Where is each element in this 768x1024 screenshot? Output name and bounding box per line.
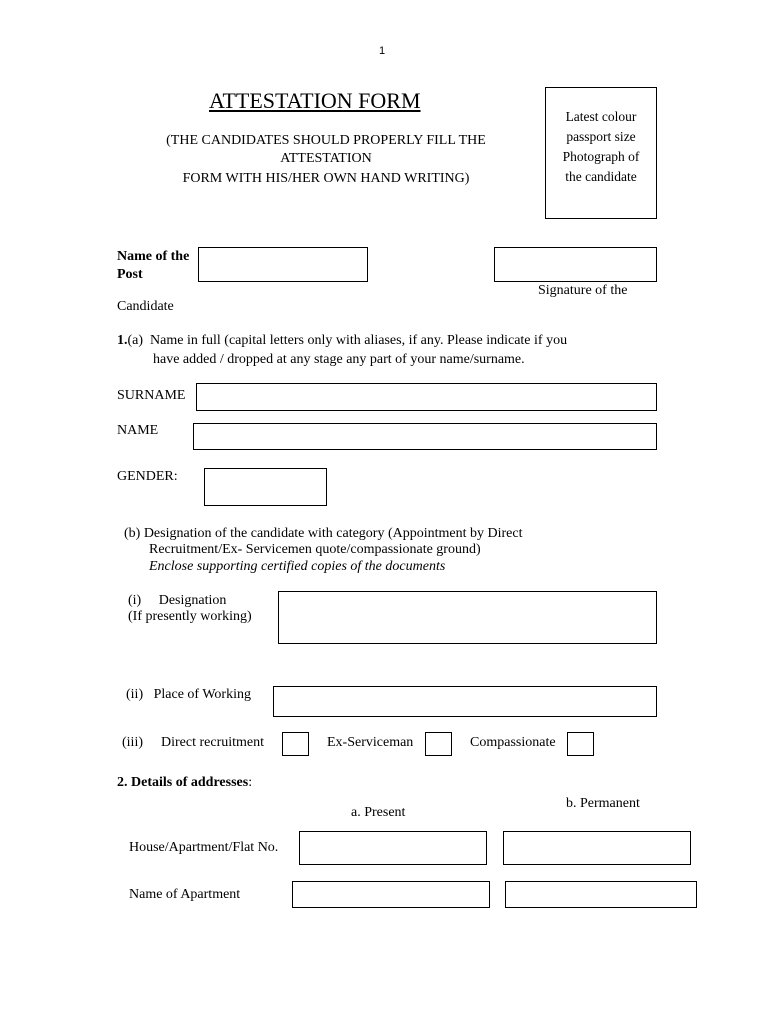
option-direct-recruitment-label: Direct recruitment [161, 735, 265, 750]
section-2-colon: : [248, 775, 253, 790]
form-instructions [150, 131, 502, 189]
post-label-line-2: Post [117, 267, 143, 282]
post-label [117, 248, 189, 284]
gender-field[interactable] [204, 468, 327, 506]
present-apartment-name-field[interactable] [292, 881, 490, 908]
direct-recruitment-checkbox[interactable] [282, 732, 309, 756]
photo-line-2: passport size [566, 129, 636, 144]
section-1b-note: Enclose supporting certified copies of the documents [149, 559, 446, 574]
post-label-line-1: Name of the [117, 249, 190, 264]
gender-label: GENDER: [117, 469, 178, 484]
photo-line-1: Latest colour [565, 109, 637, 124]
page-number: 1 [379, 45, 386, 57]
candidate-label: Candidate [117, 299, 174, 314]
section-1a-line-2: have added / dropped at any stage any part of your name/surname. [153, 352, 525, 367]
place-of-working-text: Place of Working [153, 687, 251, 702]
designation-label [128, 593, 226, 609]
signature-field[interactable] [494, 247, 657, 282]
surname-label: SURNAME [117, 388, 186, 403]
section-1a-label: (a) [127, 333, 144, 348]
section-1a-line-1 [117, 333, 567, 349]
place-of-working-field[interactable] [273, 686, 657, 717]
photo-box[interactable] [545, 87, 657, 219]
designation-field[interactable] [278, 591, 657, 644]
section-1b-line-1: (b) Designation of the candidate with category (Appointment by Direct [124, 526, 523, 541]
photo-box-text [546, 107, 656, 187]
section-2-title: 2. Details of addresses [117, 775, 249, 790]
compassionate-checkbox[interactable] [567, 732, 594, 756]
apartment-name-label: Name of Apartment [129, 887, 241, 902]
option-compassionate-label: Compassionate [470, 735, 556, 750]
present-house-no-field[interactable] [299, 831, 487, 865]
section-1-number: 1. [117, 333, 128, 348]
permanent-house-no-field[interactable] [503, 831, 691, 865]
option-ex-serviceman-label: Ex-Serviceman [327, 735, 414, 750]
permanent-column-label: b. Permanent [566, 796, 640, 811]
name-label: NAME [117, 423, 159, 438]
house-no-label: House/Apartment/Flat No. [129, 840, 279, 855]
designation-number: (i) [128, 593, 142, 608]
photo-line-4: the candidate [565, 169, 637, 184]
place-of-working-label [126, 687, 251, 703]
photo-line-3: Photograph of [562, 149, 640, 164]
section-1a-text: Name in full (capital letters only with aliases, if any. Please indicate if you [150, 333, 568, 348]
post-name-field[interactable] [198, 247, 368, 282]
ex-serviceman-checkbox[interactable] [425, 732, 452, 756]
designation-sub-label: (If presently working) [128, 609, 252, 624]
section-1b-line-2: Recruitment/Ex- Servicemen quote/compassionate ground) [149, 542, 481, 557]
place-of-working-number: (ii) [126, 687, 144, 702]
instruction-line-2: ATTESTATION [280, 151, 372, 166]
category-number: (iii) [122, 735, 143, 750]
instruction-line-1: (THE CANDIDATES SHOULD PROPERLY FILL THE [166, 133, 486, 148]
name-field[interactable] [193, 423, 657, 450]
permanent-apartment-name-field[interactable] [505, 881, 697, 908]
instruction-line-3: FORM WITH HIS/HER OWN HAND WRITING) [182, 171, 470, 186]
designation-text: Designation [158, 593, 227, 608]
section-2-heading [117, 775, 252, 791]
signature-label: Signature of the [538, 283, 628, 298]
form-title: ATTESTATION FORM [209, 88, 421, 113]
present-column-label: a. Present [351, 805, 406, 820]
surname-field[interactable] [196, 383, 657, 411]
